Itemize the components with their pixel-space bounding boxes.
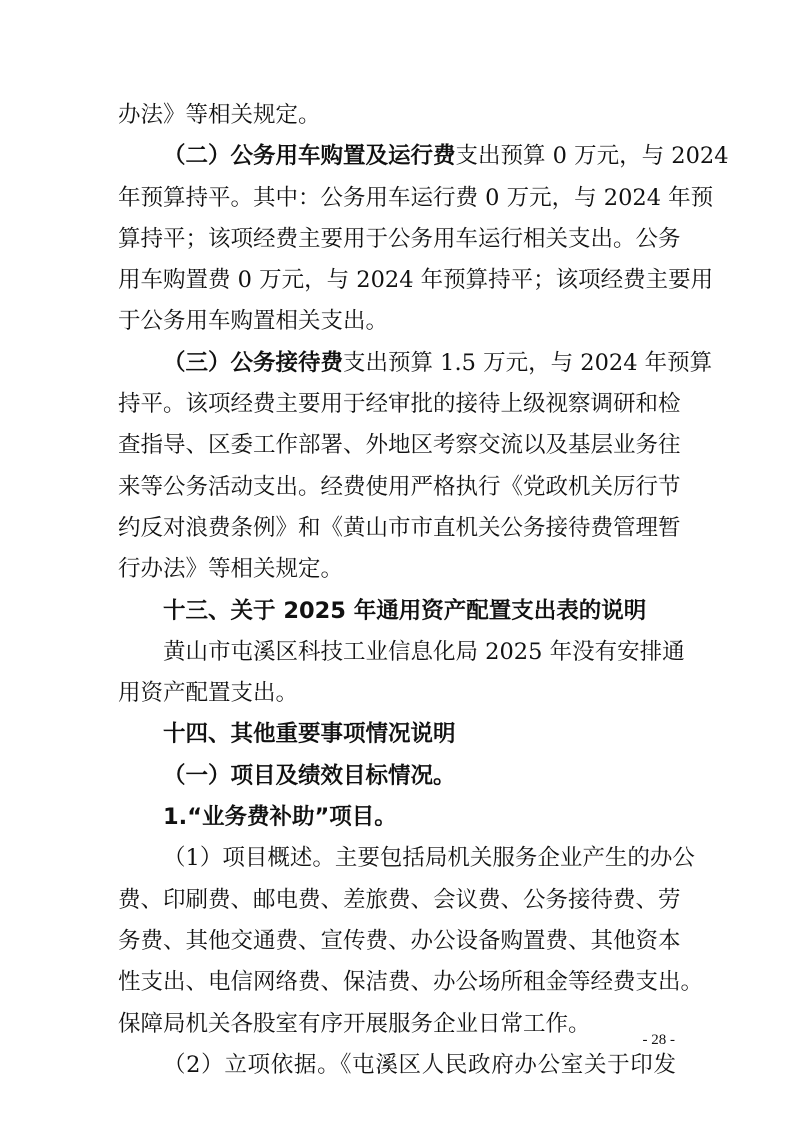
paragraph-line: 黄山市屯溪区科技工业信息化局 2025 年没有安排通 (163, 638, 685, 665)
paragraph-line: 办法》等相关规定。 (118, 102, 321, 128)
item-heading: 1.“业务费补助”项目。 (163, 804, 397, 831)
paragraph-line: 算持平；该项经费主要用于公务用车运行相关支出。公务 (118, 225, 681, 252)
line-text: 支出预算 1.5 万元，与 2024 年预算 (343, 349, 713, 376)
paragraph-line (118, 343, 713, 384)
paragraph-line: （2）立项依据。《屯溪区人民政府办公室关于印发 (163, 1051, 676, 1078)
paragraph-line: 年预算持平。其中：公务用车运行费 0 万元，与 2024 年预 (118, 184, 714, 211)
paragraph-line: 保障局机关各股室有序开展服务企业日常工作。 (118, 1010, 591, 1037)
section-heading: 十三、关于 2025 年通用资产配置支出表的说明 (163, 597, 647, 624)
paragraph-line: 费、印刷费、邮电费、差旅费、会议费、公务接待费、劳 (118, 886, 681, 913)
paragraph-line: 用资产配置支出。 (118, 680, 299, 707)
section-label: （二）公务用车购置及运行费 (163, 143, 456, 170)
paragraph-line: 持平。该项经费主要用于经审批的接待上级视察调研和检 (118, 391, 681, 418)
page-number: - 28 - (642, 1032, 675, 1048)
document-body (118, 95, 729, 1086)
paragraph-line: 约反对浪费条例》和《黄山市市直机关公务接待费管理暂 (118, 514, 681, 541)
paragraph-line: （1）项目概述。主要包括局机关服务企业产生的办公 (163, 845, 695, 872)
paragraph-line: 于公务用车购置相关支出。 (118, 308, 389, 335)
section-heading: 十四、其他重要事项情况说明 (163, 721, 456, 748)
paragraph-line: 行办法》等相关规定。 (118, 556, 344, 583)
paragraph-line: 用车购置费 0 万元，与 2024 年预算持平；该项经费主要用 (118, 267, 714, 294)
paragraph-line: 务费、其他交通费、宣传费、办公设备购置费、其他资本 (118, 927, 681, 954)
subsection-heading: （一）项目及绩效目标情况。 (163, 762, 456, 789)
paragraph-line (118, 136, 729, 177)
paragraph-line: 性支出、电信网络费、保洁费、办公场所租金等经费支出。 (118, 969, 704, 996)
line-text: 支出预算 0 万元，与 2024 (455, 143, 729, 170)
paragraph-line: 查指导、区委工作部署、外地区考察交流以及基层业务往 (118, 432, 681, 459)
section-label: （三）公务接待费 (163, 349, 344, 376)
paragraph-line: 来等公务活动支出。经费使用严格执行《党政机关厉行节 (118, 473, 681, 500)
